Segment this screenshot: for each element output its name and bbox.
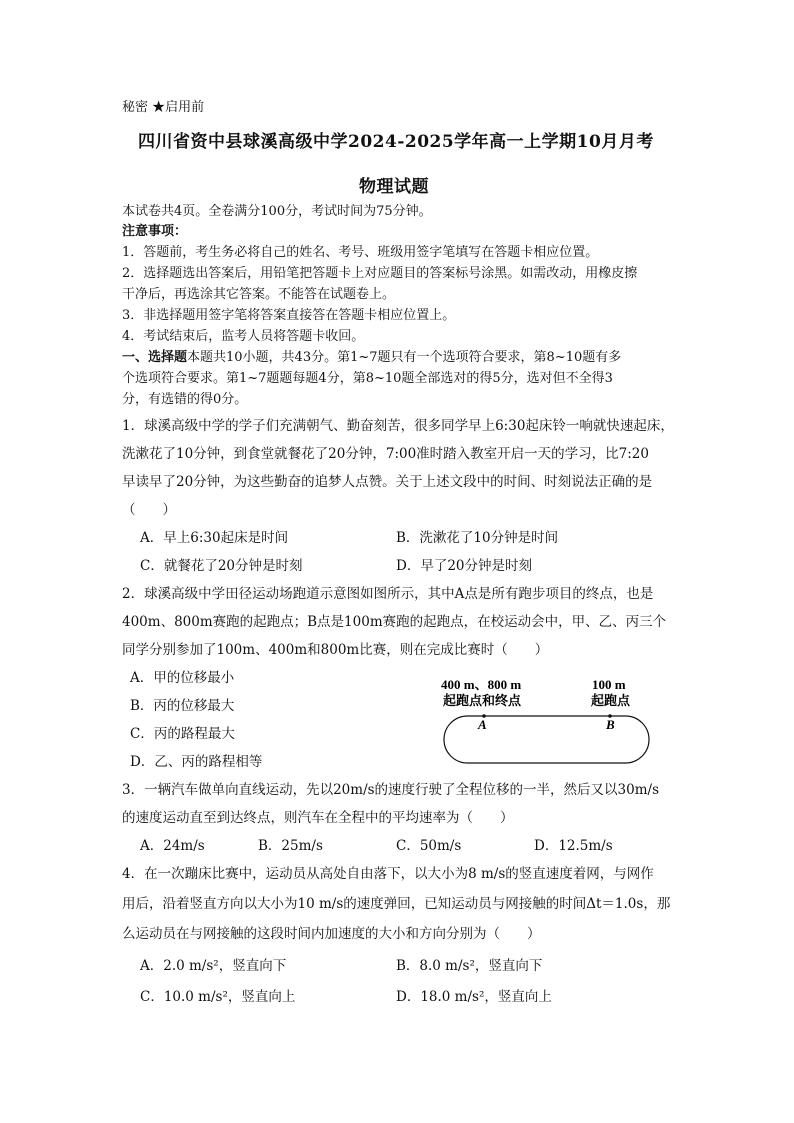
exam-subtitle: 物理试题 bbox=[359, 177, 429, 197]
notice-item: 干净后，再选涂其它答案。不能答在试题卷上。 bbox=[122, 287, 396, 302]
question-3-option-d: D．12.5m/s bbox=[534, 838, 613, 854]
start-finish-label-line1: 400 m、800 m bbox=[441, 677, 522, 692]
notice-item: 1．答题前，考生务必将自己的姓名、考号、班级用签字笔填写在答题卡相应位置。 bbox=[122, 245, 599, 260]
start-finish-label-line2: 起跑点和终点 bbox=[443, 694, 522, 709]
question-4-option-b: B．8.0 m/s²，竖直向下 bbox=[396, 958, 543, 974]
notice-item: 4．考试结束后，监考人员将答题卡收回。 bbox=[122, 329, 365, 344]
question-4-option-d: D．18.0 m/s²，竖直向上 bbox=[396, 989, 552, 1005]
question-2-line: 400m、800m赛跑的起跑点；B点是100m赛跑的起跑点，在校运动会中，甲、乙、丙三个 bbox=[122, 614, 667, 630]
question-4-line: 4．在一次蹦床比赛中，运动员从高处自由落下，以大小为8 m/s的竖直速度着网，与网作 bbox=[122, 866, 654, 882]
track-diagram bbox=[440, 675, 655, 770]
notice-item: 3．非选择题用签字笔将答案直接答在答题卡相应位置上。 bbox=[122, 308, 456, 323]
question-2-option-c: C．丙的路程最大 bbox=[130, 726, 235, 742]
question-3-line: 的速度运动直至到达终点，则汽车在全程中的平均速率为（ ） bbox=[122, 810, 514, 826]
point-a-label: A bbox=[478, 717, 487, 732]
question-4-line: 么运动员在与网接触的这段时间内加速度的大小和方向分别为（ ） bbox=[122, 926, 541, 942]
question-3-line: 3．一辆汽车做单向直线运动，先以20m/s的速度行驶了全程位移的一半，然后又以30m/s bbox=[122, 782, 659, 798]
section-heading: 一、选择题 bbox=[122, 350, 188, 365]
notice-item: 2．选择题选出答案后，用铅笔把答题卡上对应题目的答案标号涂黑。如需改动，用橡皮擦 bbox=[122, 266, 638, 281]
section-intro-text: 本题共10小题，共43分。第1~7题只有一个选项符合要求，第8~10题有多 bbox=[187, 350, 622, 365]
track-outline bbox=[444, 716, 649, 763]
question-3-option-c: C．50m/s bbox=[396, 838, 462, 854]
question-2-option-a: A．甲的位移最小 bbox=[130, 670, 235, 686]
section-intro-line2: 个选项符合要求。第1~7题题每题4分，第8~10题全部选对的得5分，选对但不全得3 bbox=[122, 371, 613, 386]
question-4-option-a: A．2.0 m/s²，竖直向下 bbox=[140, 958, 287, 974]
question-3-option-a: A．24m/s bbox=[140, 838, 205, 854]
question-2-option-b: B．丙的位移最大 bbox=[130, 698, 235, 714]
exam-intro: 本试卷共4页。全卷满分100分，考试时间为75分钟。 bbox=[122, 204, 432, 219]
question-1-option-c: C．就餐花了20分钟是时刻 bbox=[140, 558, 303, 574]
question-4-line: 用后，沿着竖直方向以大小为10 m/s的速度弹回，已知运动员与网接触的时间Δt＝1.0s，那 bbox=[122, 896, 671, 912]
secret-label: 秘密 ★启用前 bbox=[122, 100, 205, 115]
track-svg bbox=[440, 675, 655, 770]
section-intro-line1 bbox=[122, 348, 621, 367]
notice-heading: 注意事项： bbox=[122, 224, 188, 239]
hundred-start-label-line1: 100 m bbox=[592, 677, 626, 692]
question-1-line: 1．球溪高级中学的学子们充满朝气、勤奋刻苦，很多同学早上6:30起床铃一响就快速起床， bbox=[122, 418, 674, 434]
point-b-label: B bbox=[606, 717, 615, 732]
section-intro-line3: 分，有选错的得0分。 bbox=[122, 392, 248, 407]
question-1-line: （ ） bbox=[122, 502, 176, 518]
question-2-line: 同学分别参加了100m、400m和800m比赛，则在完成比赛时（ ） bbox=[122, 642, 549, 658]
question-4-option-c: C．10.0 m/s²，竖直向上 bbox=[140, 989, 296, 1005]
exam-title: 四川省资中县球溪高级中学2024-2025学年高一上学期10月月考 bbox=[138, 132, 654, 152]
question-1-option-d: D．早了20分钟是时刻 bbox=[396, 558, 533, 574]
question-1-line: 洗漱花了10分钟，到食堂就餐花了20分钟，7:00准时踏入教室开启一天的学习，比7:20 bbox=[122, 446, 649, 462]
question-1-line: 早读早了20分钟，为这些勤奋的追梦人点赞。关于上述文段中的时间、时刻说法正确的是 bbox=[122, 474, 653, 490]
question-1-option-a: A．早上6:30起床是时间 bbox=[140, 530, 289, 546]
question-1-option-b: B．洗漱花了10分钟是时间 bbox=[396, 530, 559, 546]
question-3-option-b: B．25m/s bbox=[258, 838, 323, 854]
question-2-line: 2．球溪高级中学田径运动场跑道示意图如图所示，其中A点是所有跑步项目的终点，也是 bbox=[122, 586, 654, 602]
hundred-start-label-line2: 起跑点 bbox=[591, 694, 631, 709]
question-2-option-d: D．乙、丙的路程相等 bbox=[130, 754, 263, 770]
